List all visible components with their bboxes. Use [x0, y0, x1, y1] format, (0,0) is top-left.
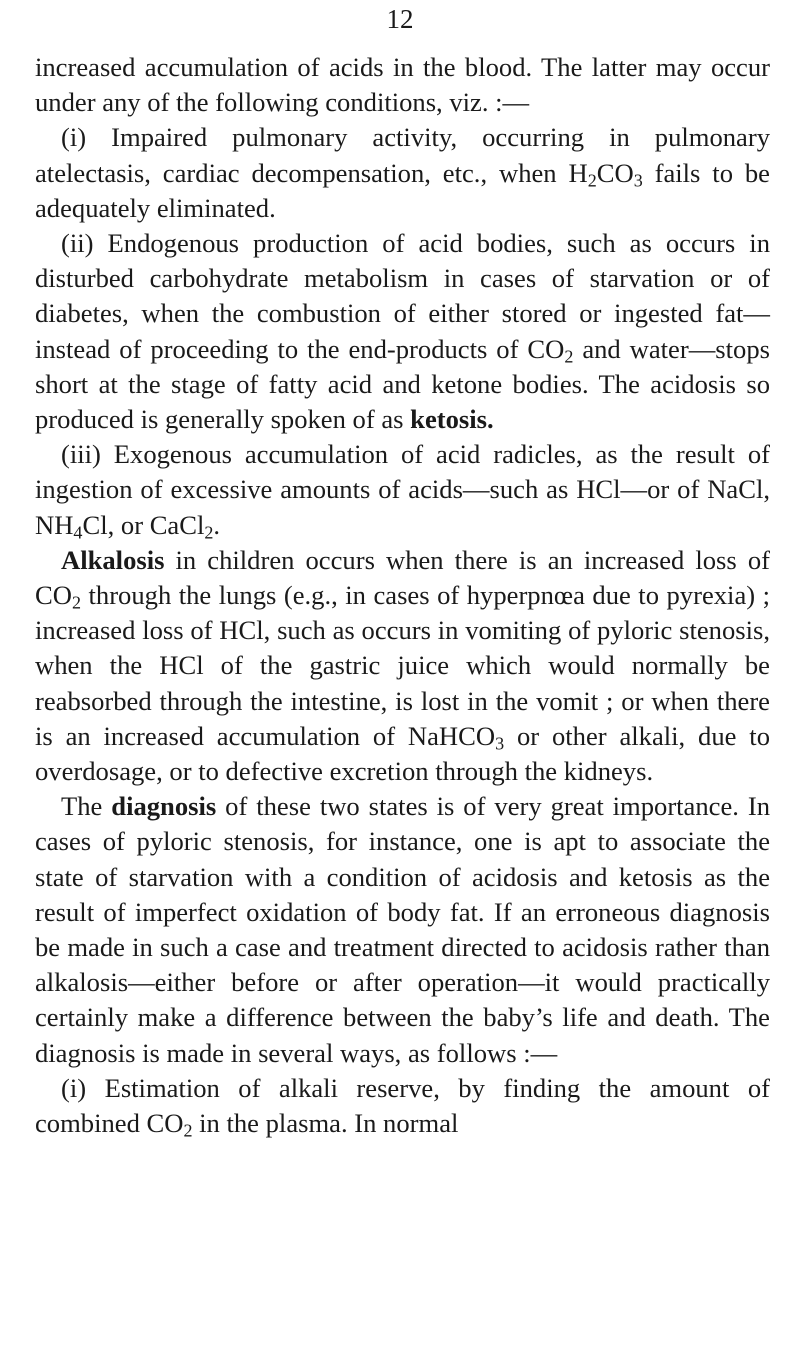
item-text: CO	[596, 157, 634, 188]
paragraph-text: in children occurs when there is an increased loss of CO	[35, 544, 770, 611]
item-text: Cl, or CaCl	[82, 509, 205, 540]
subscript: 2	[204, 522, 214, 543]
item-text: in the plasma. In normal	[192, 1108, 459, 1139]
list-item-exogenous	[35, 437, 770, 543]
paragraph-text: or other alkali, due to overdosage, or to defective excretion through the kidneys.	[35, 720, 770, 787]
item-label: (i)	[61, 1072, 87, 1103]
item-text: .	[213, 509, 221, 540]
item-text: Endogenous production of acid bodies, such as occurs in disturbed carbohydrate metabolism in cases of starvation or of diabetes, when the combustion of either stored or ingested fat—instead of proceeding to the end-products of CO	[35, 228, 770, 364]
diagnosis-paragraph	[35, 789, 770, 1071]
subscript: 2	[71, 592, 81, 613]
item-label: (ii)	[61, 228, 94, 259]
bold-term: Alkalosis	[61, 544, 165, 575]
intro-text: increased accumulation of acids in the blood. The latter may occur under any of the following conditions, viz. :—	[35, 52, 770, 118]
item-label: (iii)	[61, 439, 101, 470]
item-text: Impaired pulmonary activity, occurring in pulmonary atelectasis, cardiac decompensation, etc., when H	[35, 122, 771, 188]
document-body	[35, 50, 770, 1141]
list-item-estimation	[35, 1071, 770, 1141]
item-label: (i)	[61, 122, 87, 153]
subscript: 4	[73, 522, 83, 543]
page-number: 12	[386, 4, 414, 34]
paragraph-text: through the lungs (e.g., in cases of hyperpnœa due to pyrexia) ; increased loss of HCl, such as occurs in vomiting of pyloric stenosis, when the HCl of the gastric juice which would normally be reabsorbed through the intestine, is lost in the vomit ; or when there is an increased accumulation of NaHCO	[35, 580, 770, 751]
list-item-endogenous	[35, 226, 770, 437]
list-item-pulmonary	[35, 120, 770, 226]
alkalosis-paragraph	[35, 543, 770, 789]
item-text: and water—stops short at the stage of fatty acid and ketone bodies. The acidosis so produced is generally spoken of as	[35, 333, 770, 435]
subscript: 2	[183, 1120, 193, 1141]
subscript: 3	[495, 733, 505, 754]
item-text: Estimation of alkali reserve, by finding the amount of combined CO	[35, 1072, 770, 1139]
intro-paragraph	[35, 50, 770, 120]
subscript: 3	[633, 170, 643, 191]
paragraph-text: of these two states is of very great importance. In cases of pyloric stenosis, for instance, one is apt to associate the state of starvation with a condition of acidosis and ketosis as the result of imperfect oxidation of body fat. If an erroneous diagnosis be made in such a case and treatment directed to acidosis rather than alkalosis—either before or after operation—it would practically certainly make a difference between the baby’s life and death. The diagnosis is made in several ways, as follows :—	[35, 791, 770, 1068]
item-text: fails to be adequately eliminated.	[35, 157, 770, 223]
bold-term: ketosis.	[410, 404, 494, 435]
item-text: Exogenous accumulation of acid radicles, as the result of ingestion of excessive amounts of acids—such as HCl—or of NaCl, NH	[35, 439, 770, 540]
bold-term: diagnosis	[111, 791, 217, 822]
subscript: 2	[564, 346, 574, 367]
subscript: 2	[587, 170, 597, 191]
paragraph-text: The	[61, 791, 112, 822]
